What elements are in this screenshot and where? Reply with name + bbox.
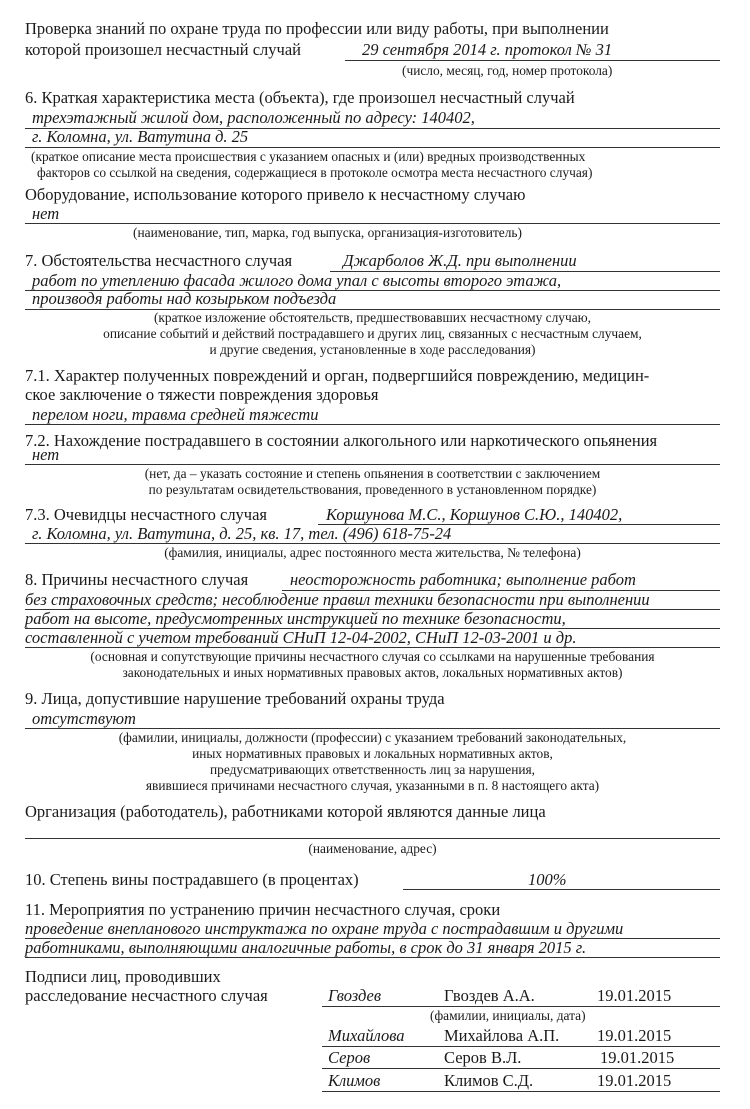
sec6-value2: г. Коломна, ул. Ватутина д. 25 [32,127,249,146]
sec11-value1: проведение внепланового инструктажа по охране труда с пострадавшим и другими [25,919,624,938]
sec9-title: 9. Лица, допустившие нарушение требований охраны труда [25,689,445,708]
sec7-hint3: и другие сведения, установленные в ходе расследования) [209,342,536,357]
sec11-value2: работниками, выполняющими аналогичные работы, в срок до 31 января 2015 г. [25,938,587,957]
sec8-hint2: законодательных и иных нормативных правовых актов, локальных нормативных актов) [122,665,623,680]
sec6-hint1: (краткое описание места происшествия с указанием опасных и (или) вредных производственных [31,149,586,164]
signature-underline [322,1068,720,1069]
signature-date: 19.01.2015 [600,1048,675,1067]
sec6-value1: трехэтажный жилой дом, расположенный по адресу: 140402, [32,108,475,127]
signature-date: 19.01.2015 [597,986,672,1005]
knowledge-check-line1: Проверка знаний по охране труда по профессии или виду работы, при выполнении [25,19,609,38]
signature-date: 19.01.2015 [597,1071,672,1090]
signature-date: 19.01.2015 [597,1026,672,1045]
sec7-3-value1: Коршунова М.С., Коршунов С.Ю., 140402, [326,505,623,524]
sec9-hint1: (фамилии, инициалы, должности (профессии) с указанием требований законодательных, [118,730,627,745]
signatures-title2: расследование несчастного случая [25,986,268,1005]
sec8-value4: составленной с учетом требований СНиП 12-04-2002, СНиП 12-03-2001 и др. [25,628,577,647]
sec6-hint2: факторов со ссылкой на сведения, содержащиеся в протоколе осмотра места несчастного случая) [37,165,593,180]
sec8-value1: неосторожность работника; выполнение работ [290,570,636,589]
signer-name: Михайлова А.П. [444,1026,560,1045]
signer-name: Серов В.Л. [444,1048,522,1067]
sec7-1-underline [25,424,720,425]
sec7-title: 7. Обстоятельства несчастного случая [25,251,293,270]
signature-handwritten: Климов [328,1071,381,1090]
sec11-underline2 [25,957,720,958]
knowledge-check-line2: которой произошел несчастный случай [25,40,301,59]
sec8-hint1: (основная и сопутствующие причины несчастного случая со ссылками на нарушенные требования [90,649,655,664]
equipment-hint: (наименование, тип, марка, год выпуска, организация-изготовитель) [133,225,522,240]
sec8-title: 8. Причины несчастного случая [25,570,249,589]
sec7-hint1: (краткое изложение обстоятельств, предшествовавших несчастному случаю, [153,310,592,325]
signer-name: Гвоздев А.А. [444,986,535,1005]
knowledge-check-underline [345,60,720,61]
signatures-title1: Подписи лиц, проводивших [25,967,221,986]
signature-underline [322,1091,720,1092]
signature-handwritten: Михайлова [328,1026,405,1045]
sec11-title: 11. Мероприятия по устранению причин несчастного случая, сроки [25,900,501,919]
org-title: Организация (работодатель), работниками которой являются данные лица [25,802,546,821]
sec7-3-value2: г. Коломна, ул. Ватутина, д. 25, кв. 17, тел. (496) 618-75-24 [32,524,452,543]
equipment-value: нет [32,204,60,223]
sec9-hint4: явившиеся причинами несчастного случая, указанными в п. 8 настоящего акта) [145,778,600,793]
org-underline [25,838,720,839]
sec7-value3: производя работы над козырьком подъезда [32,289,337,308]
sec7-2-hint2: по результатам освидетельствования, проведенного в установленном порядке) [148,482,597,497]
sec7-2-title: 7.2. Нахождение пострадавшего в состоянии алкогольного или наркотического опьянения [25,431,658,450]
sec10-title: 10. Степень вины пострадавшего (в процентах) [25,870,359,889]
sec7-1-line2: ское заключение о тяжести повреждения здоровья [25,385,379,404]
sec9-hint3: предусматривающих ответственность лиц за нарушения, [209,762,536,777]
sec9-hint2: иных нормативных правовых и локальных нормативных актов, [192,746,553,761]
signatures-hint: (фамилии, инициалы, дата) [430,1008,586,1023]
sec7-1-value: перелом ноги, травма средней тяжести [32,405,319,424]
sec7-2-hint1: (нет, да – указать состояние и степень опьянения в соответствии с заключением [144,466,601,481]
sec7-value1: Джарболов Ж.Д. при выполнении [343,251,577,270]
sec9-value: отсутствуют [32,709,136,728]
sec6-title: 6. Краткая характеристика места (объекта), где произошел несчастный случай [25,88,575,107]
sec7-3-title: 7.3. Очевидцы несчастного случая [25,505,268,524]
sec7-2-value: нет [32,445,60,464]
sec8-value3: работ на высоте, предусмотренных инструкцией по технике безопасности, [25,609,566,628]
equipment-title: Оборудование, использование которого привело к несчастному случаю [25,185,526,204]
knowledge-check-hint: (число, месяц, год, номер протокола) [402,63,613,78]
signature-handwritten: Гвоздев [328,986,381,1005]
sec8-value2: без страховочных средств; несоблюдение правил техники безопасности при выполнении [25,590,650,609]
signer-name: Климов С.Д. [444,1071,534,1090]
signature-handwritten: Серов [328,1048,371,1067]
sec10-value: 100% [528,870,567,889]
sec7-hint2: описание событий и действий пострадавшего и других лиц, связанных с несчастным случаем, [103,326,642,341]
org-hint: (наименование, адрес) [308,841,437,856]
signature-underline [322,1046,720,1047]
sec7-1-line1: 7.1. Характер полученных повреждений и орган, подвергшийся повреждению, медицин- [25,366,650,385]
knowledge-check-value: 29 сентября 2014 г. протокол № 31 [362,40,613,59]
sec7-3-hint: (фамилия, инициалы, адрес постоянного места жительства, № телефона) [164,545,581,560]
sec7-value2: работ по утеплению фасада жилого дома упал с высоты второго этажа, [32,271,562,290]
